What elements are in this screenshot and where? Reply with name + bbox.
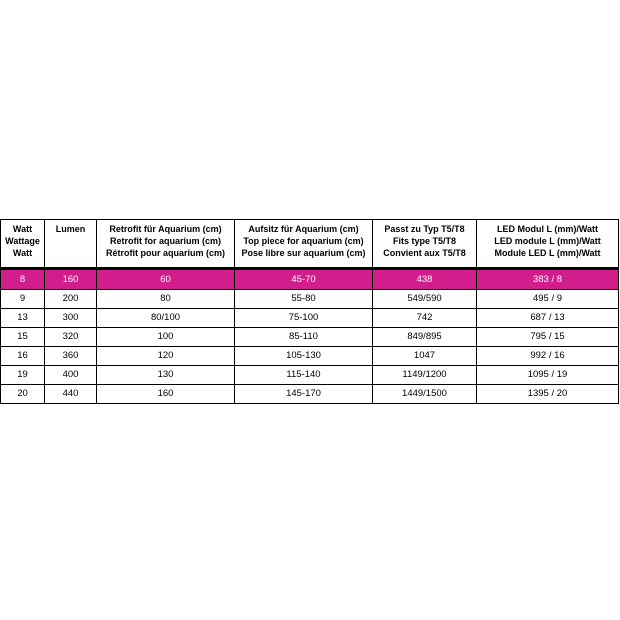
cell-fits-type: 438	[373, 269, 477, 290]
cell-led-module: 992 / 16	[477, 347, 619, 366]
cell-led-module: 495 / 9	[477, 290, 619, 309]
cell-lumen: 440	[45, 385, 97, 404]
cell-watt: 20	[1, 385, 45, 404]
cell-led-module: 1095 / 19	[477, 366, 619, 385]
cell-watt: 9	[1, 290, 45, 309]
cell-retrofit: 60	[97, 269, 235, 290]
header-watt	[1, 220, 45, 269]
cell-watt: 16	[1, 347, 45, 366]
cell-led-module: 1395 / 20	[477, 385, 619, 404]
cell-fits-type: 1149/1200	[373, 366, 477, 385]
cell-top-piece: 145-170	[235, 385, 373, 404]
cell-fits-type: 849/895	[373, 328, 477, 347]
cell-retrofit: 80	[97, 290, 235, 309]
header-line: Aufsitz für Aquarium (cm)	[248, 224, 359, 234]
header-fits-type	[373, 220, 477, 269]
cell-top-piece: 45-70	[235, 269, 373, 290]
cell-fits-type: 1047	[373, 347, 477, 366]
cell-led-module: 687 / 13	[477, 309, 619, 328]
cell-lumen: 160	[45, 269, 97, 290]
cell-watt: 13	[1, 309, 45, 328]
header-line: Module LED L (mm)/Watt	[494, 248, 601, 258]
header-line: Pose libre sur aquarium (cm)	[241, 248, 366, 258]
table-row-highlighted	[1, 269, 619, 290]
header-line: LED module L (mm)/Watt	[494, 236, 601, 246]
cell-watt: 8	[1, 269, 45, 290]
header-line: Retrofit for aquarium (cm)	[109, 236, 221, 246]
spec-table	[0, 219, 619, 404]
cell-led-module: 795 / 15	[477, 328, 619, 347]
header-line: LED Modul L (mm)/Watt	[497, 224, 598, 234]
header-line: Top piece for aquarium (cm)	[243, 236, 364, 246]
cell-watt: 19	[1, 366, 45, 385]
header-line: Lumen	[55, 224, 86, 234]
cell-fits-type: 1449/1500	[373, 385, 477, 404]
cell-retrofit: 80/100	[97, 309, 235, 328]
cell-top-piece: 55-80	[235, 290, 373, 309]
header-top-piece	[235, 220, 373, 269]
cell-lumen: 300	[45, 309, 97, 328]
cell-retrofit: 130	[97, 366, 235, 385]
table-row	[1, 290, 619, 309]
cell-top-piece: 75-100	[235, 309, 373, 328]
header-line: Passt zu Typ T5/T8	[384, 224, 465, 234]
header-led-module	[477, 220, 619, 269]
table-row	[1, 347, 619, 366]
cell-top-piece: 115-140	[235, 366, 373, 385]
cell-top-piece: 85-110	[235, 328, 373, 347]
header-line: Convient aux T5/T8	[383, 248, 466, 258]
cell-retrofit: 100	[97, 328, 235, 347]
cell-lumen: 320	[45, 328, 97, 347]
cell-lumen: 400	[45, 366, 97, 385]
header-line: Fits type T5/T8	[392, 236, 456, 246]
header-line: Rétrofit pour aquarium (cm)	[105, 248, 225, 258]
header-retrofit	[97, 220, 235, 269]
table-row	[1, 309, 619, 328]
cell-watt: 15	[1, 328, 45, 347]
table-row	[1, 328, 619, 347]
cell-fits-type: 742	[373, 309, 477, 328]
table-header-row	[1, 220, 619, 269]
header-line: Retrofit für Aquarium (cm)	[109, 224, 222, 234]
header-lumen	[45, 220, 97, 269]
cell-lumen: 360	[45, 347, 97, 366]
cell-retrofit: 160	[97, 385, 235, 404]
cell-retrofit: 120	[97, 347, 235, 366]
table-row	[1, 385, 619, 404]
header-line: Wattage	[5, 236, 40, 246]
cell-fits-type: 549/590	[373, 290, 477, 309]
cell-top-piece: 105-130	[235, 347, 373, 366]
table-row	[1, 366, 619, 385]
header-line: Watt	[12, 248, 33, 258]
cell-led-module: 383 / 8	[477, 269, 619, 290]
cell-lumen: 200	[45, 290, 97, 309]
header-line: Watt	[12, 224, 33, 234]
